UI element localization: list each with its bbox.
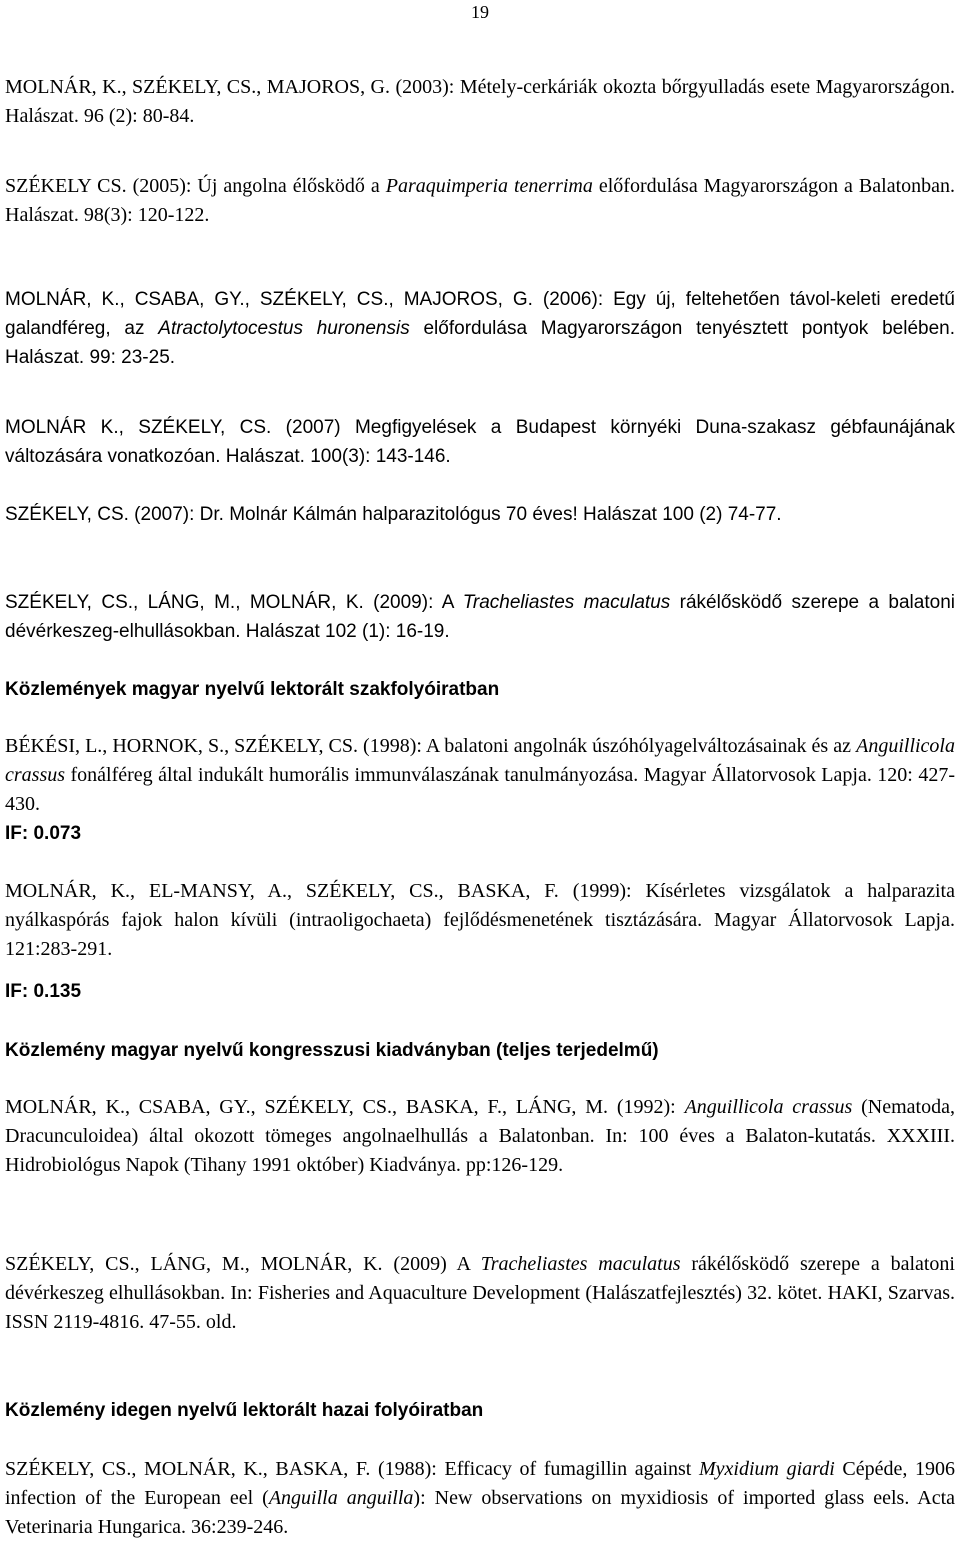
reference-entry: SZÉKELY, CS., LÁNG, M., MOLNÁR, K. (2009): A Tracheliastes maculatus rákélősködő szerepe a balatoni dévérkeszeg-elhullásokban. Halászat 102 (1): 16-19.	[5, 592, 955, 642]
species-name: Paraquimperia tenerrima	[385, 175, 593, 197]
reference-entry: MOLNÁR, K., EL-MANSY, A., SZÉKELY, CS., BASKA, F. (1999): Kísérletes vizsgálatok a halparazita nyálkaspórás fajok halon kívüli (intraoligochaeta) fejlődésmenetének tisztázására. Magyar Állatorvosok Lapja. 121:283-291.	[5, 880, 955, 960]
section-heading: Közlemények magyar nyelvű lektorált szakfolyóiratban	[5, 679, 500, 700]
reference-entry: MOLNÁR, K., SZÉKELY, CS., MAJOROS, G. (2003): Métely-cerkáriák okozta bőrgyulladás esete Magyarországon. Halászat. 96 (2): 80-84.	[5, 76, 955, 127]
species-name: Atractolytocestus huronensis	[158, 318, 410, 339]
reference-entry: MOLNÁR, K., CSABA, GY., SZÉKELY, CS., BASKA, F., LÁNG, M. (1992): Anguillicola crassus (Nematoda, Dracunculoidea) által okozott tömeges angolnaelhullás a Balatonban. In: 100 éves a Balaton-kutatás. XXXIII. Hidrobiológus Napok (Tihany 1991 október) Kiadványa. pp:126-129.	[5, 1096, 955, 1176]
reference-entry: MOLNÁR K., SZÉKELY, CS. (2007) Megfigyelések a Budapest környéki Duna-szakasz gébfaunájának változására vonatkozóan. Halászat. 100(3): 143-146.	[5, 417, 955, 467]
reference-entry: SZÉKELY CS. (2005): Új angolna élősködő a Paraquimperia tenerrima előfordulása Magyarországon a Balatonban. Halászat. 98(3): 120-122.	[5, 175, 955, 226]
reference-entry: SZÉKELY, CS., MOLNÁR, K., BASKA, F. (1988): Efficacy of fumagillin against Myxidium giardi Cépéde, 1906 infection of the European eel (Anguilla anguilla): New observations on myxidiosis of imported glass eels. Acta Veterinaria Hungarica. 36:239-246.	[5, 1458, 956, 1538]
section-heading: Közlemény idegen nyelvű lektorált hazai folyóiratban	[5, 1400, 484, 1421]
species-name: Tracheliastes maculatus	[480, 1253, 681, 1275]
page-number: 19	[471, 2, 489, 22]
species-name: Anguillicola crassus	[684, 1096, 853, 1118]
reference-entry: BÉKÉSI, L., HORNOK, S., SZÉKELY, CS. (1998): A balatoni angolnák úszóhólyagelváltozásainak és az Anguillicola crassus fonálféreg által indukált humorális immunválaszának tanulmányozása. Magyar Állatorvosok Lapja. 120: 427-430.	[5, 735, 955, 815]
impact-factor: IF: 0.135	[5, 981, 82, 1002]
section-heading: Közlemény magyar nyelvű kongresszusi kiadványban (teljes terjedelmű)	[5, 1040, 659, 1061]
reference-entry: SZÉKELY, CS., LÁNG, M., MOLNÁR, K. (2009) A Tracheliastes maculatus rákélősködő szerepe a balatoni dévérkeszeg elhullásokban. In: Fisheries and Aquaculture Development (Halászatfejlesztés) 32. kötet. HAKI, Szarvas. ISSN 2119-4816. 47-55. old.	[5, 1253, 955, 1333]
reference-entry: MOLNÁR, K., CSABA, GY., SZÉKELY, CS., MAJOROS, G. (2006): Egy új, feltehetően távol-keleti eredetű galandféreg, az Atractolytocestus huronensis előfordulása Magyarországon tenyésztett pontyok belében. Halászat. 99: 23-25.	[5, 289, 955, 368]
species-name: Anguilla anguilla	[268, 1487, 414, 1509]
species-name: Myxidium giardi	[699, 1458, 835, 1480]
species-name: Anguillicola crassus	[5, 735, 955, 786]
species-name: Tracheliastes maculatus	[462, 592, 671, 613]
impact-factor: IF: 0.073	[5, 823, 82, 844]
reference-entry: SZÉKELY, CS. (2007): Dr. Molnár Kálmán halparazitológus 70 éves! Halászat 100 (2) 74-77.	[5, 504, 782, 525]
